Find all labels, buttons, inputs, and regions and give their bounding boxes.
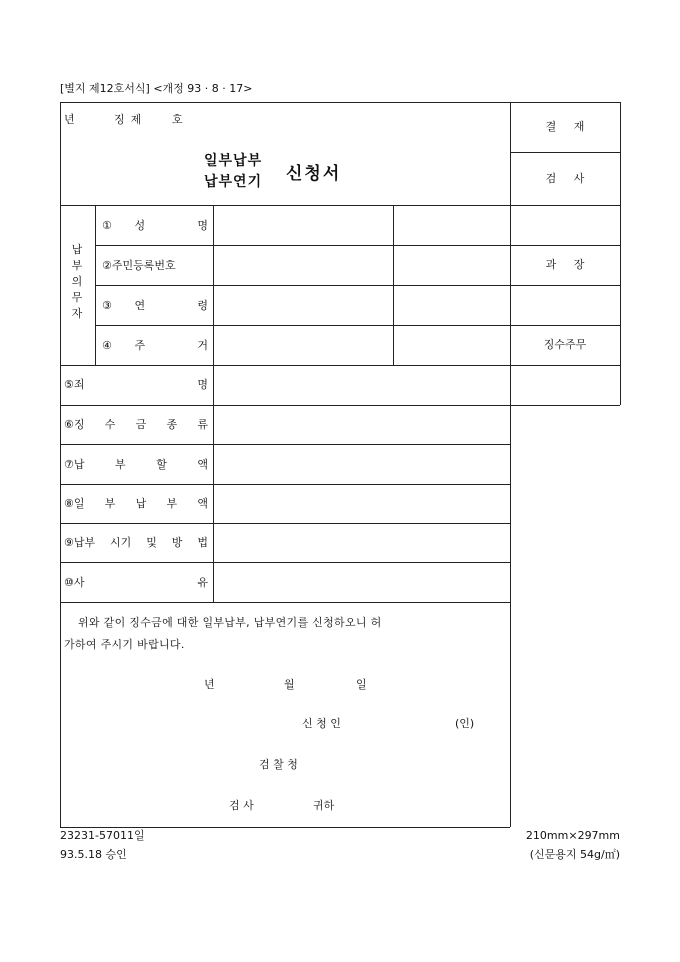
obligor-group-char-2: 부: [71, 259, 83, 272]
row-timing-method-part-5: 법: [197, 536, 208, 549]
row-crime-num: ⑤: [64, 378, 74, 391]
row-reason-part-1: 사: [73, 576, 85, 589]
address-value-cell[interactable]: [214, 326, 392, 364]
row-payment-amount-first: [64, 458, 85, 472]
statement-line-2: 가하여 주시기 바랍니다.: [64, 638, 185, 651]
row-collection-type-part-1: 징: [73, 418, 85, 431]
row-partial-amount-first: [64, 497, 85, 511]
resident-number-value-cell[interactable]: [214, 246, 392, 284]
statement-line-1: 위와 같이 징수금에 대한 일부납부, 납부연기를 신청하오니 허: [78, 616, 382, 629]
approval-bottom-line: [510, 405, 620, 406]
row-reason-first: [64, 576, 85, 590]
field-age-label: [102, 299, 208, 313]
field-address-label: [102, 339, 208, 353]
field-address-label-text: ④주 거: [102, 339, 208, 352]
age-value-cell[interactable]: [214, 286, 392, 324]
obligor-group-char-3: 의: [71, 275, 83, 288]
date-year: 년: [204, 678, 215, 691]
footer-approval: 93.5.18 승인: [60, 848, 127, 861]
field-name-label-text: ①성 명: [102, 219, 208, 232]
row-payment-amount-part-2: 부: [115, 458, 126, 471]
approval-divider-1: [510, 152, 620, 153]
row-timing-method-first: [64, 536, 95, 550]
row-payment-amount-label: [64, 458, 208, 472]
number-prefix: 징제: [114, 113, 148, 126]
row-partial-amount-part-5: 액: [197, 497, 208, 510]
date-day: 일: [356, 678, 367, 691]
form-border-bottom: [60, 827, 510, 828]
office-name: 검 찰 청: [259, 758, 298, 771]
approval-role-collection-officer: 징수주무: [543, 338, 587, 351]
title-line1: 일부납부: [204, 153, 263, 169]
row-partial-amount-num: ⑧: [64, 497, 74, 510]
date-month: 월: [284, 678, 295, 691]
row-collection-type-part-5: 류: [197, 418, 208, 431]
reason-value-cell[interactable]: [214, 563, 509, 601]
row-collection-type-label: [64, 418, 208, 432]
row-payment-amount-num: ⑦: [64, 458, 74, 471]
row-timing-method-part-1: 납부: [73, 536, 96, 549]
partial-amount-value-cell[interactable]: [214, 485, 509, 522]
form-label: [별지 제12호서식] <개정 93 · 8 · 17>: [60, 82, 253, 95]
obligor-group-char-1: 납: [71, 243, 83, 256]
seal-mark: (인): [455, 717, 475, 730]
row-collection-type-part-4: 종: [166, 418, 178, 431]
approval-border-right: [620, 102, 621, 405]
addressee-suffix: 귀하: [313, 799, 335, 812]
footer-code: 23231-57011일: [60, 829, 145, 842]
field-age-label-text: ③연 령: [102, 299, 208, 312]
row-timing-method-part-2: 시기: [110, 536, 132, 549]
row-crime-num-first: [64, 378, 85, 392]
number-year: 년: [64, 113, 75, 126]
row-collection-type-part-3: 금: [135, 418, 147, 431]
addressee-title: 검 사: [229, 799, 254, 812]
approval-divider-2: [510, 245, 620, 246]
applicant-label: 신 청 인: [302, 717, 341, 730]
row-timing-method-part-4: 방: [171, 536, 183, 549]
row-reason-part-2: 유: [197, 576, 208, 589]
number-suffix: 호: [172, 113, 183, 126]
row-collection-type-num: ⑥: [64, 418, 74, 431]
row-timing-method-label: [64, 536, 208, 550]
row-crime-part-1: 죄: [73, 378, 85, 391]
approval-role-inspector: 검 사: [545, 172, 585, 185]
payment-amount-value-cell[interactable]: [214, 445, 509, 483]
footer-size: 210mm×297mm: [525, 829, 620, 842]
name-value-cell-2[interactable]: [394, 206, 509, 244]
row-partial-amount-part-4: 부: [166, 497, 178, 510]
row-payment-amount-part-3: 할: [156, 458, 167, 471]
row-partial-amount-part-3: 납: [135, 497, 147, 510]
obligor-group-char-5: 자: [71, 307, 83, 320]
row-collection-type-first: [64, 418, 85, 432]
obligor-group-char-4: 무: [71, 291, 83, 304]
row-reason-label: [64, 576, 208, 590]
row-crime-label: [64, 378, 208, 392]
applicant-name-field[interactable]: [360, 714, 450, 734]
form-border-right-main: [510, 102, 511, 827]
obligor-group-divider: [95, 205, 96, 365]
row-partial-amount-part-1: 일: [73, 497, 85, 510]
form-border-left: [60, 102, 61, 827]
row-timing-method-part-3: 및: [146, 536, 157, 549]
row-timing-method-num: ⑨: [64, 536, 74, 549]
crime-value-cell[interactable]: [214, 366, 509, 404]
timing-method-value-cell[interactable]: [214, 524, 509, 561]
name-value-cell[interactable]: [214, 206, 392, 244]
row-partial-amount-label: [64, 497, 208, 511]
row-reason-num: ⑩: [64, 576, 74, 589]
form-border-top: [60, 102, 620, 103]
title-main: 신청서: [286, 164, 342, 184]
row-payment-amount-part-1: 납: [73, 458, 85, 471]
row-line-6: [60, 602, 510, 603]
footer-paper: (신문용지 54g/㎡): [529, 848, 620, 861]
field-name-label: [102, 219, 208, 233]
row-collection-type-part-2: 수: [104, 418, 116, 431]
approval-role-section-chief: 과 장: [545, 258, 585, 271]
row-crime-part-2: 명: [197, 378, 208, 391]
collection-type-value-cell[interactable]: [214, 406, 509, 443]
approval-label: 결 재: [545, 120, 585, 133]
title-line2: 납부연기: [204, 174, 263, 190]
field-resident-number-label: ②주민등록번호: [102, 259, 176, 272]
row-partial-amount-part-2: 부: [104, 497, 116, 510]
row-payment-amount-part-4: 액: [197, 458, 208, 471]
